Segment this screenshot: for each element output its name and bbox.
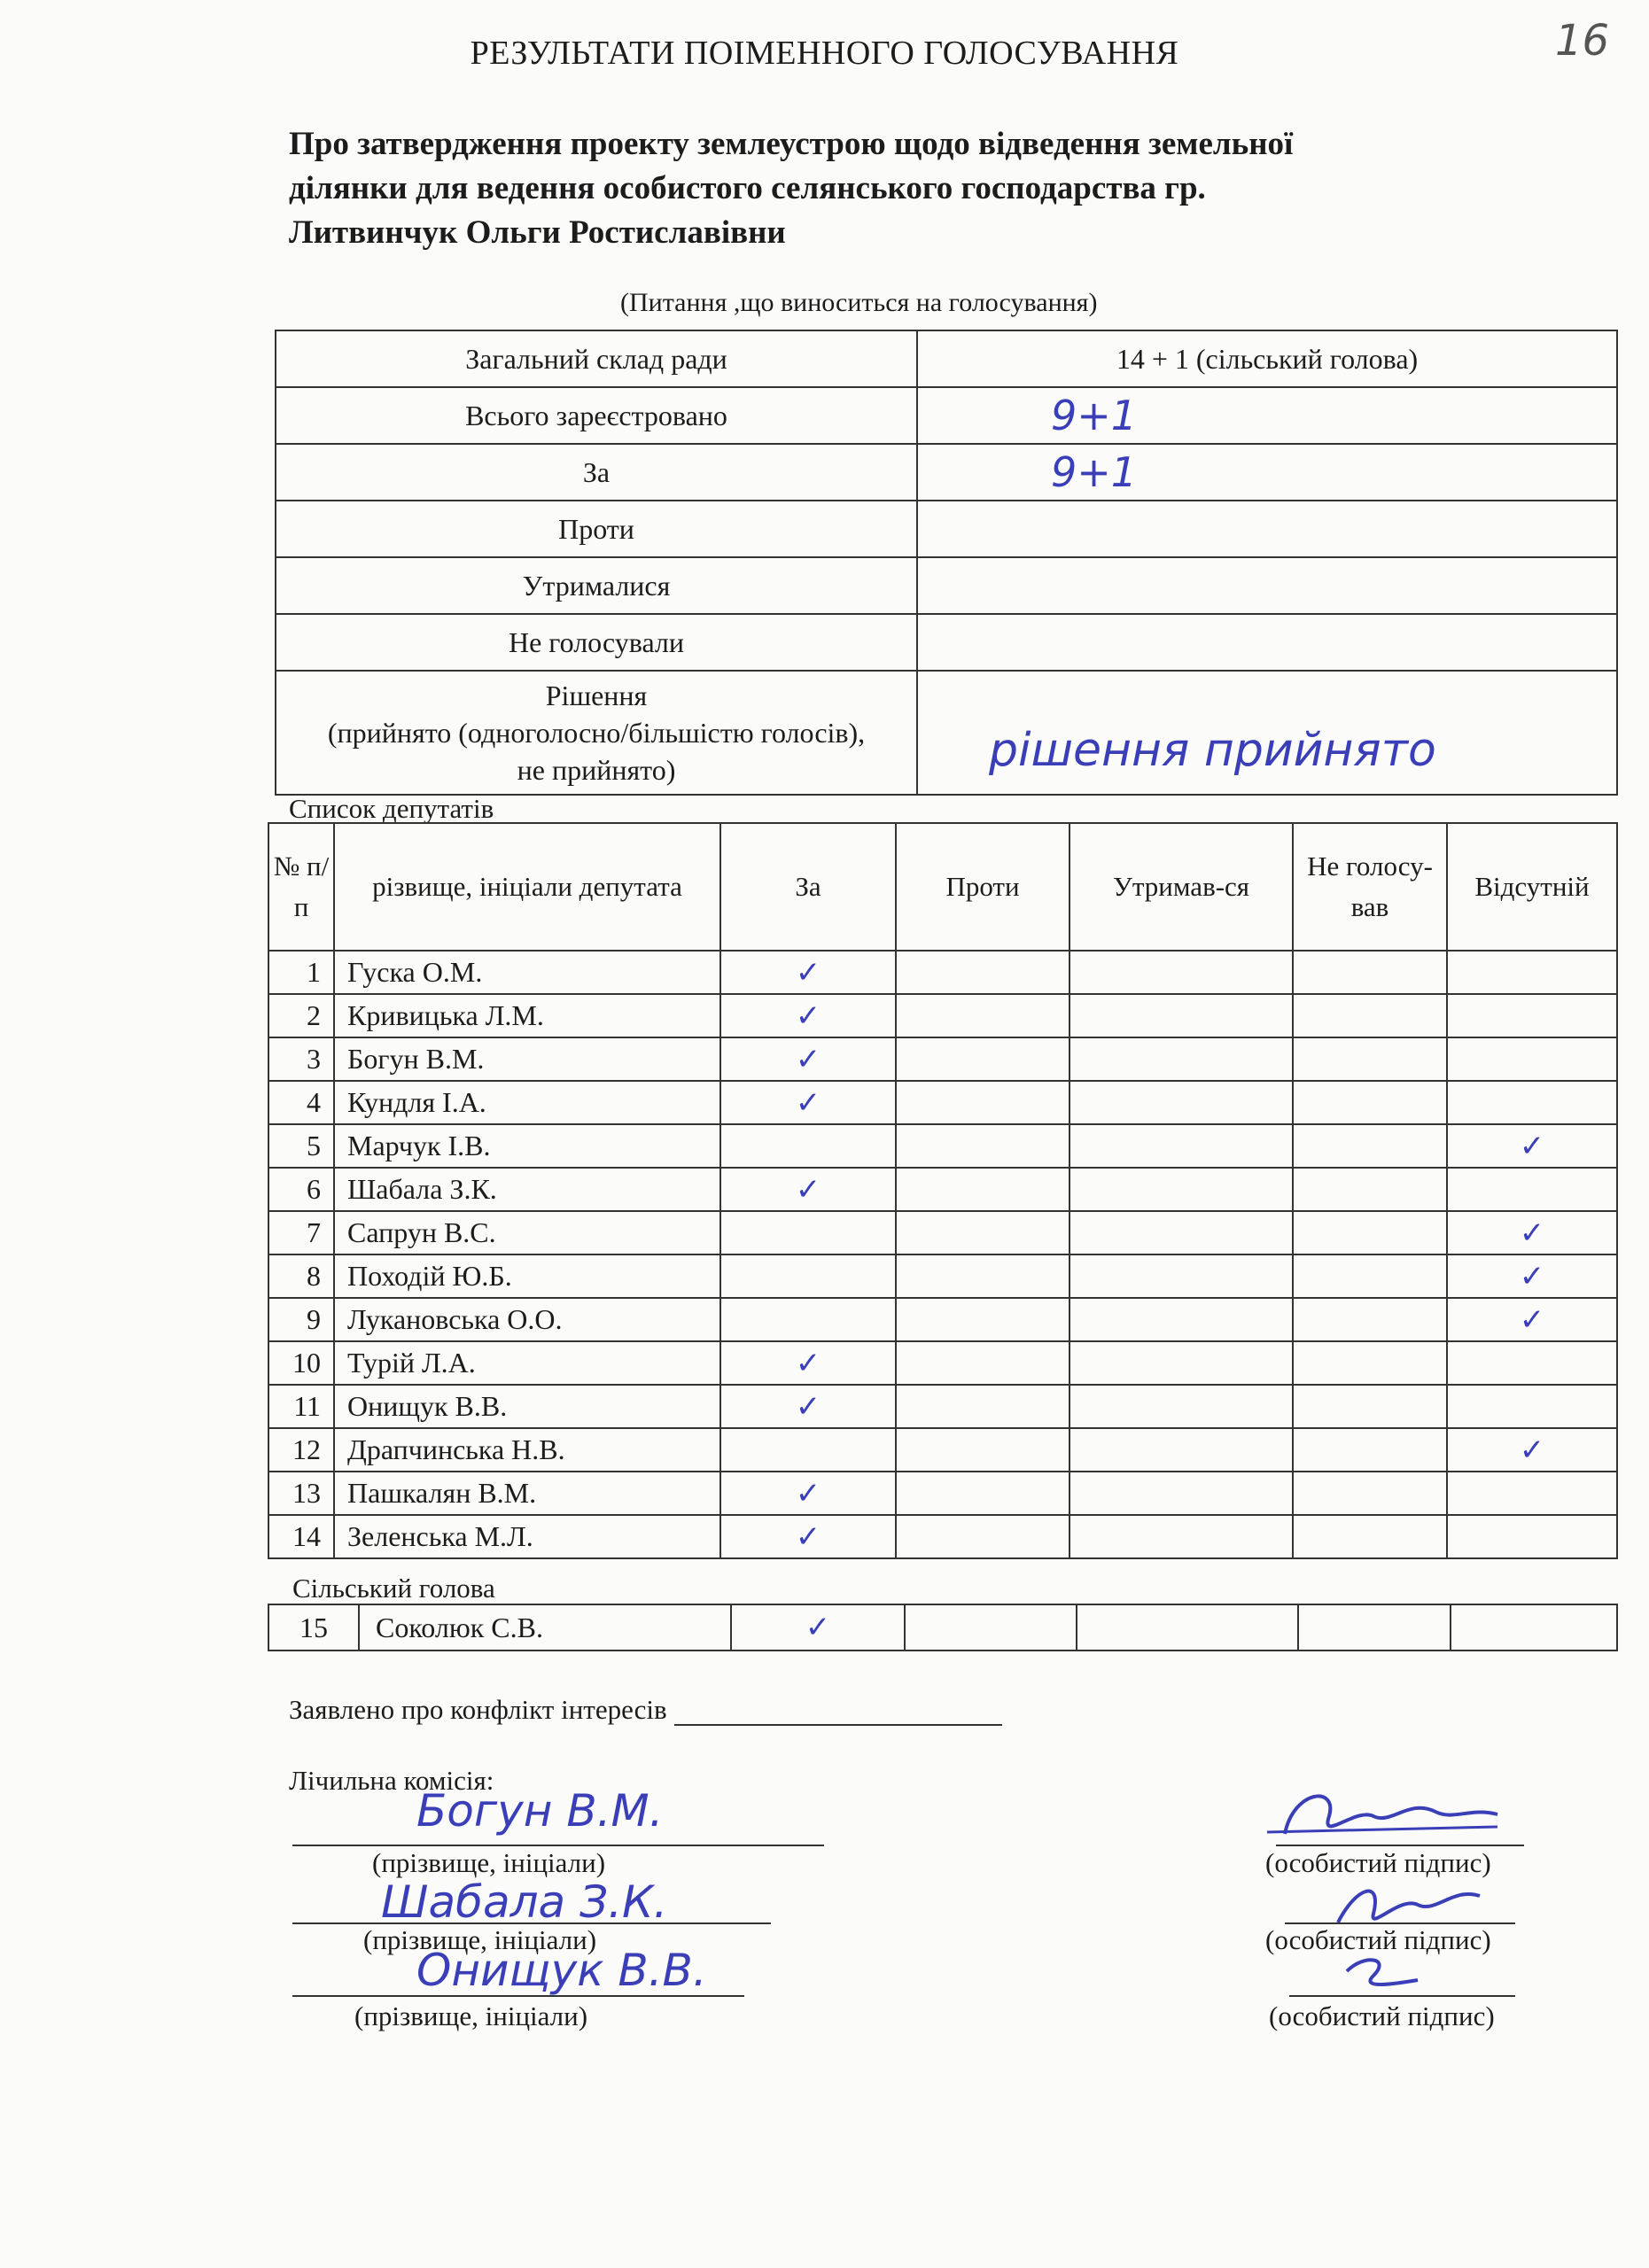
deputy-row: [268, 1124, 1617, 1168]
deputy-abstain: [1070, 1037, 1293, 1081]
head-novote: [1298, 1604, 1451, 1651]
deputy-number: 12: [268, 1428, 334, 1472]
decision-row: [276, 671, 1617, 795]
deputy-name: Богун В.М.: [334, 1037, 720, 1081]
deputy-abstain: [1070, 1211, 1293, 1254]
summary-value: [917, 501, 1617, 557]
summary-row: [276, 387, 1617, 444]
deputy-absent-check: ✓: [1447, 1298, 1617, 1341]
deputy-name: Лукановська О.О.: [334, 1298, 720, 1341]
summary-label: Не голосували: [276, 614, 917, 671]
deputy-number: 6: [268, 1168, 334, 1211]
deputy-against: [896, 1472, 1070, 1515]
deputy-for-check: ✓: [720, 994, 896, 1037]
deputy-number: 5: [268, 1124, 334, 1168]
col-against: Проти: [896, 823, 1070, 951]
summary-row: [276, 501, 1617, 557]
deputy-novote: [1293, 951, 1447, 994]
deputy-novote: [1293, 1254, 1447, 1298]
deputy-row: [268, 1168, 1617, 1211]
deputy-number: 8: [268, 1254, 334, 1298]
deputy-absent-check: ✓: [1447, 1211, 1617, 1254]
head-absent: [1451, 1604, 1617, 1651]
subject-caption: (Питання ,що виноситься на голосування): [620, 288, 1098, 317]
deputy-name: Зеленська М.Л.: [334, 1515, 720, 1558]
name-line-1: [292, 1843, 824, 1846]
deputy-number: 9: [268, 1298, 334, 1341]
signature-name-3: Онищук В.В.: [416, 1945, 707, 1996]
deputy-row: [268, 1254, 1617, 1298]
signature-name-1: Богун В.М.: [416, 1785, 664, 1837]
deputy-against: [896, 951, 1070, 994]
deputy-for-check: ✓: [720, 1385, 896, 1428]
deputies-header-row: [268, 823, 1617, 951]
sign-caption-3: (особистий підпис): [1269, 2000, 1495, 2031]
deputy-for-check: ✓: [720, 1341, 896, 1385]
deputy-number: 3: [268, 1037, 334, 1081]
deputy-abstain: [1070, 1168, 1293, 1211]
col-for: За: [720, 823, 896, 951]
summary-table: [275, 330, 1618, 796]
name-caption-2: (прізвище, ініціали): [363, 1924, 597, 1955]
deputy-absent-check: ✓: [1447, 1428, 1617, 1472]
deputy-novote: [1293, 1037, 1447, 1081]
document-title: РЕЗУЛЬТАТИ ПОІМЕННОГО ГОЛОСУВАННЯ: [470, 35, 1179, 72]
deputy-novote: [1293, 1385, 1447, 1428]
head-abstain: [1077, 1604, 1298, 1651]
decision-label-line: не прийнято): [517, 754, 676, 786]
sign-caption-1: (особистий підпис): [1265, 1847, 1491, 1878]
deputy-name: Турій Л.А.: [334, 1341, 720, 1385]
deputy-row: [268, 1298, 1617, 1341]
registered-value: 9+1: [917, 387, 1617, 444]
head-for-check: ✓: [731, 1604, 905, 1651]
deputy-for-check: ✓: [720, 951, 896, 994]
deputy-absent-check: [1447, 994, 1617, 1037]
deputy-for-check: [720, 1298, 896, 1341]
deputy-name: Сапрун В.С.: [334, 1211, 720, 1254]
deputy-abstain: [1070, 994, 1293, 1037]
deputy-row: [268, 1472, 1617, 1515]
deputy-against: [896, 1168, 1070, 1211]
deputy-novote: [1293, 994, 1447, 1037]
name-caption-3: (прізвище, ініціали): [354, 2000, 588, 2031]
summary-row: [276, 444, 1617, 501]
deputy-abstain: [1070, 1515, 1293, 1558]
deputy-abstain: [1070, 951, 1293, 994]
name-caption-1: (прізвище, ініціали): [372, 1847, 606, 1878]
summary-label: Утрималися: [276, 557, 917, 614]
deputies-table: [268, 822, 1618, 1559]
deputy-novote: [1293, 1472, 1447, 1515]
deputy-against: [896, 1211, 1070, 1254]
deputy-absent-check: [1447, 1385, 1617, 1428]
deputy-novote: [1293, 1211, 1447, 1254]
personal-signature-1: [1258, 1781, 1524, 1852]
deputy-number: 4: [268, 1081, 334, 1124]
summary-value: [917, 557, 1617, 614]
sign-line-1: [1276, 1843, 1524, 1846]
deputy-absent-check: [1447, 1081, 1617, 1124]
deputy-abstain: [1070, 1472, 1293, 1515]
deputy-abstain: [1070, 1081, 1293, 1124]
col-novote: Не голосу-вав: [1293, 823, 1447, 951]
deputy-number: 13: [268, 1472, 334, 1515]
deputy-absent-check: [1447, 951, 1617, 994]
signature-name-2: Шабала З.К.: [381, 1876, 668, 1928]
summary-row: [276, 330, 1617, 387]
deputy-row: [268, 951, 1617, 994]
deputy-for-check: [720, 1254, 896, 1298]
deputy-against: [896, 1124, 1070, 1168]
deputy-name: Гуска О.М.: [334, 951, 720, 994]
summary-label: Проти: [276, 501, 917, 557]
col-abstain: Утримав-ся: [1070, 823, 1293, 951]
deputy-against: [896, 1037, 1070, 1081]
decision-label-line: (прийнято (одноголосно/більшістю голосів),: [327, 717, 866, 749]
col-absent: Відсутній: [1447, 823, 1617, 951]
name-line-3: [292, 1993, 744, 1997]
deputy-row: [268, 1341, 1617, 1385]
deputy-for-check: [720, 1428, 896, 1472]
deputy-novote: [1293, 1081, 1447, 1124]
sign-line-3: [1289, 1993, 1515, 1997]
deputy-abstain: [1070, 1385, 1293, 1428]
head-name: Соколюк С.В.: [359, 1604, 731, 1651]
summary-row: [276, 614, 1617, 671]
deputy-name: Пашкалян В.М.: [334, 1472, 720, 1515]
col-name: різвище, ініціали депутата: [334, 823, 720, 951]
deputy-name: Кривицька Л.М.: [334, 994, 720, 1037]
deputy-for-check: ✓: [720, 1037, 896, 1081]
deputy-against: [896, 1254, 1070, 1298]
deputy-absent-check: [1447, 1341, 1617, 1385]
head-num: 15: [268, 1604, 359, 1651]
deputy-number: 2: [268, 994, 334, 1037]
summary-label: Загальний склад ради: [276, 330, 917, 387]
deputy-row: [268, 1037, 1617, 1081]
personal-signature-3: [1320, 1945, 1444, 2007]
deputy-name: Шабала З.К.: [334, 1168, 720, 1211]
deputy-name: Онищук В.В.: [334, 1385, 720, 1428]
deputies-body: [268, 951, 1617, 1558]
deputy-absent-check: [1447, 1472, 1617, 1515]
deputy-absent-check: [1447, 1168, 1617, 1211]
deputy-row: [268, 1081, 1617, 1124]
summary-label: За: [276, 444, 917, 501]
for-value: 9+1: [917, 444, 1617, 501]
deputy-name: Марчук І.В.: [334, 1124, 720, 1168]
deputy-row: [268, 1385, 1617, 1428]
deputy-for-check: ✓: [720, 1168, 896, 1211]
deputy-novote: [1293, 1515, 1447, 1558]
deputy-number: 10: [268, 1341, 334, 1385]
summary-value: 14 + 1 (сільський голова): [917, 330, 1617, 387]
deputy-row: [268, 994, 1617, 1037]
deputy-absent-check: ✓: [1447, 1124, 1617, 1168]
deputy-for-check: ✓: [720, 1515, 896, 1558]
summary-row: [276, 557, 1617, 614]
deputy-novote: [1293, 1428, 1447, 1472]
deputy-abstain: [1070, 1124, 1293, 1168]
deputy-novote: [1293, 1168, 1447, 1211]
deputy-against: [896, 1081, 1070, 1124]
deputy-for-check: [720, 1124, 896, 1168]
head-table: [268, 1604, 1618, 1651]
decision-label: [276, 671, 917, 795]
deputy-name: Драпчинська Н.В.: [334, 1428, 720, 1472]
deputy-absent-check: ✓: [1447, 1254, 1617, 1298]
deputy-name: Кундля І.А.: [334, 1081, 720, 1124]
deputy-novote: [1293, 1124, 1447, 1168]
deputy-abstain: [1070, 1298, 1293, 1341]
conflict-label: Заявлено про конфлікт інтересів: [289, 1694, 667, 1725]
deputy-absent-check: [1447, 1515, 1617, 1558]
deputy-name: Походій Ю.Б.: [334, 1254, 720, 1298]
page-number: 16: [1555, 16, 1610, 66]
deputy-row: [268, 1428, 1617, 1472]
summary-value: [917, 614, 1617, 671]
deputy-against: [896, 1298, 1070, 1341]
deputy-novote: [1293, 1341, 1447, 1385]
deputy-number: 1: [268, 951, 334, 994]
deputy-for-check: ✓: [720, 1081, 896, 1124]
deputy-against: [896, 1428, 1070, 1472]
head-caption: Сільський голова: [292, 1573, 495, 1604]
deputy-for-check: [720, 1211, 896, 1254]
head-row: [268, 1604, 1617, 1651]
deputy-number: 7: [268, 1211, 334, 1254]
deputy-against: [896, 1515, 1070, 1558]
deputy-for-check: ✓: [720, 1472, 896, 1515]
decision-label-line: Рішення: [545, 680, 648, 711]
deputy-row: [268, 1211, 1617, 1254]
deputy-number: 11: [268, 1385, 334, 1428]
deputy-number: 14: [268, 1515, 334, 1558]
head-against: [905, 1604, 1077, 1651]
deputy-row: [268, 1515, 1617, 1558]
deputy-against: [896, 1341, 1070, 1385]
vote-subject: Про затвердження проекту землеустрою щодо відведення земельної ділянки для ведення особистого селянського господарства гр. Литвинчук Ольги Ростиславівни: [289, 126, 1294, 251]
deputy-abstain: [1070, 1254, 1293, 1298]
conflict-blank-line: [674, 1697, 1002, 1726]
deputy-abstain: [1070, 1428, 1293, 1472]
deputies-caption: Список депутатів: [289, 793, 494, 824]
deputy-against: [896, 1385, 1070, 1428]
deputy-novote: [1293, 1298, 1447, 1341]
deputy-absent-check: [1447, 1037, 1617, 1081]
conflict-declaration: [289, 1694, 1002, 1726]
commission-label: Лічильна комісія:: [289, 1765, 494, 1796]
deputy-against: [896, 994, 1070, 1037]
sign-caption-2: (особистий підпис): [1265, 1924, 1491, 1955]
deputy-abstain: [1070, 1341, 1293, 1385]
decision-value: рішення прийнято: [917, 671, 1617, 795]
col-num: № п/п: [268, 823, 334, 951]
summary-label: Всього зареєстровано: [276, 387, 917, 444]
